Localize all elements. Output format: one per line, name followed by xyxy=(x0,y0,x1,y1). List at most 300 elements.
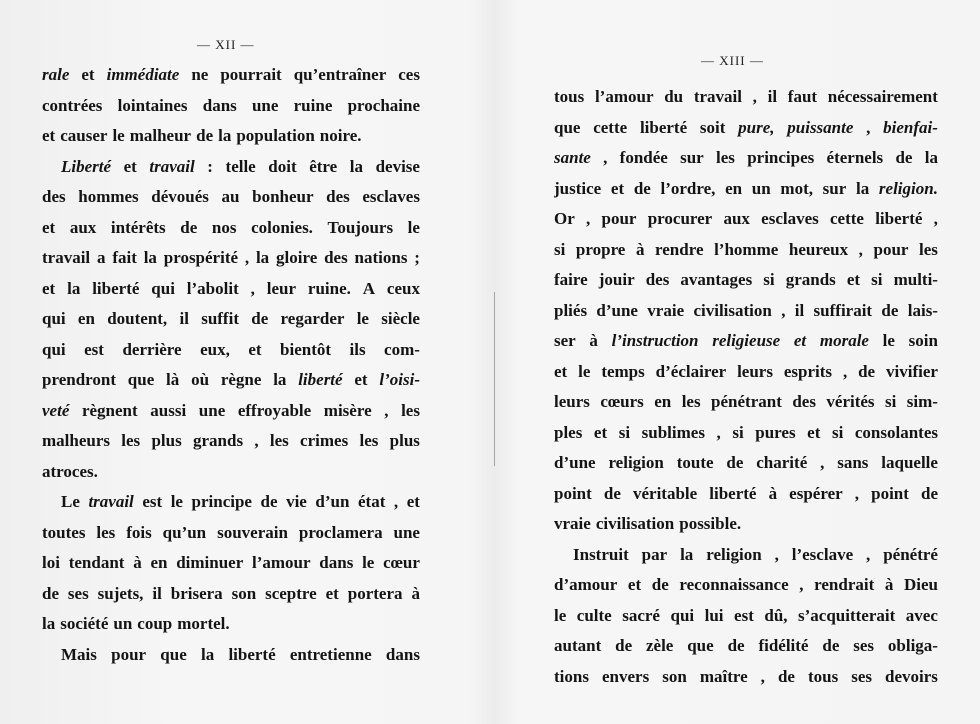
word: vérités xyxy=(826,392,875,411)
word: la xyxy=(680,544,694,564)
word: , xyxy=(933,209,938,228)
word: les xyxy=(121,431,141,450)
word: faut xyxy=(787,87,818,106)
word: prendront xyxy=(42,370,117,389)
word: et xyxy=(793,331,807,350)
word: A xyxy=(362,278,376,298)
word: ne xyxy=(191,65,209,84)
word: si xyxy=(618,422,631,442)
word: à xyxy=(133,553,142,572)
word: lui xyxy=(704,605,724,625)
word: leurs xyxy=(554,392,590,411)
word: sante xyxy=(554,148,591,167)
word: hommes xyxy=(78,187,139,206)
word: autant xyxy=(554,636,602,655)
word: là xyxy=(166,370,180,389)
word: morale xyxy=(819,331,869,350)
word: proclamera xyxy=(298,522,383,542)
word: être xyxy=(309,156,338,176)
word: aux xyxy=(69,217,97,237)
word: est xyxy=(142,492,163,511)
text-line xyxy=(42,91,420,121)
word: un xyxy=(751,178,771,198)
word: qui xyxy=(42,339,66,359)
text-line xyxy=(42,640,420,670)
word: esprits xyxy=(783,361,833,381)
word: , xyxy=(866,117,871,137)
word: Instruit xyxy=(573,544,629,564)
word: , xyxy=(250,278,255,298)
word: que xyxy=(127,370,155,389)
text-line xyxy=(554,174,938,204)
text-line xyxy=(554,662,938,692)
word: derrière xyxy=(122,339,182,359)
word: nécessairement xyxy=(827,87,938,106)
word: crimes xyxy=(300,431,349,450)
word: souverain xyxy=(217,522,288,542)
word: la xyxy=(924,148,938,167)
word: fidélité xyxy=(758,636,809,655)
word: le xyxy=(356,309,369,328)
word: cette xyxy=(593,117,628,137)
text-line xyxy=(554,631,938,661)
word: de xyxy=(726,453,744,472)
word: si xyxy=(763,270,775,289)
text-line xyxy=(554,143,938,173)
word: colonies. xyxy=(251,217,313,237)
word: en xyxy=(77,309,95,328)
word: vraie xyxy=(554,514,591,533)
word: intérêts xyxy=(110,217,166,237)
word: s’acquitterait xyxy=(798,605,896,625)
word: obliga- xyxy=(887,636,938,655)
text-line xyxy=(554,479,938,509)
text-line xyxy=(42,304,420,334)
word: une xyxy=(393,522,420,542)
word: de xyxy=(251,309,269,328)
word: où xyxy=(191,370,210,389)
word: nos xyxy=(211,217,237,237)
word: com- xyxy=(384,339,420,359)
word: des xyxy=(792,392,816,411)
word: l’oisi- xyxy=(379,370,420,389)
word: tendant xyxy=(68,553,125,572)
word: et xyxy=(42,126,56,145)
word: au xyxy=(221,187,240,206)
text-line xyxy=(42,548,420,578)
word: travail xyxy=(693,87,742,106)
word: possible. xyxy=(679,514,742,533)
word: liberté xyxy=(92,278,140,298)
word: , xyxy=(799,575,804,594)
word: les xyxy=(96,522,116,542)
word: contrées xyxy=(42,95,103,115)
word: avec xyxy=(905,605,938,625)
word: dû, xyxy=(764,605,788,625)
word: de xyxy=(921,483,938,503)
word: la xyxy=(200,644,215,664)
word: que xyxy=(160,644,187,664)
word: et xyxy=(406,492,420,511)
word: loi xyxy=(42,553,60,572)
word: cette xyxy=(830,209,864,228)
text-line xyxy=(42,243,420,273)
word: laquelle xyxy=(881,453,938,472)
word: bonheur xyxy=(252,187,314,206)
word: principes xyxy=(747,148,815,167)
word: une xyxy=(251,95,279,115)
text-line xyxy=(554,82,938,112)
word: d’amour xyxy=(554,575,618,594)
text-line xyxy=(42,579,420,609)
word: point xyxy=(554,483,592,503)
word: religion. xyxy=(878,178,938,198)
word: la xyxy=(255,248,270,267)
word: et xyxy=(610,178,625,198)
word: sim- xyxy=(906,392,938,411)
word: à xyxy=(884,575,894,594)
word: liberté xyxy=(875,209,923,228)
text-line xyxy=(554,387,938,417)
word: il xyxy=(767,87,778,106)
word: zèle xyxy=(645,636,674,655)
word: de xyxy=(180,217,198,237)
word: doutent, xyxy=(107,309,168,328)
text-line xyxy=(554,509,938,539)
word: cœur xyxy=(383,553,420,572)
word: règnent xyxy=(81,400,138,420)
word: Or xyxy=(554,209,575,228)
word: principe xyxy=(191,492,252,511)
word: la xyxy=(855,178,870,198)
word: , xyxy=(603,148,608,167)
word: l’instruction xyxy=(611,331,699,350)
word: pliés xyxy=(554,300,588,320)
word: , xyxy=(752,87,757,106)
right-page xyxy=(554,0,938,724)
word: eux, xyxy=(200,339,230,359)
word: sujets, xyxy=(97,583,144,603)
word: pénétré xyxy=(883,544,938,564)
word: brisera xyxy=(170,583,223,603)
word: ceux xyxy=(386,278,420,298)
word: ses xyxy=(853,636,875,655)
word: de xyxy=(196,126,214,145)
word: sacré xyxy=(622,605,660,625)
word: fois xyxy=(126,522,152,542)
text-line xyxy=(42,426,420,456)
word: leurs xyxy=(737,361,773,381)
text-line xyxy=(42,609,420,639)
word: bientôt xyxy=(280,339,332,359)
word: par xyxy=(641,544,668,564)
word: en xyxy=(150,553,168,572)
text-line xyxy=(554,570,938,600)
word: des xyxy=(42,187,66,206)
word: dans xyxy=(202,95,237,115)
word: , xyxy=(854,483,860,503)
word: pure, xyxy=(738,117,775,137)
word: règne xyxy=(220,370,262,389)
word: mortel. xyxy=(177,614,230,633)
word: travail xyxy=(149,156,195,176)
word: de xyxy=(633,178,651,198)
word: d’une xyxy=(554,453,596,472)
word: et xyxy=(627,575,642,594)
word: ces xyxy=(398,65,420,84)
word: faire xyxy=(554,270,588,289)
word: la xyxy=(143,248,157,267)
word: Mais xyxy=(61,644,97,664)
word: puissante xyxy=(787,117,854,137)
word: éternels xyxy=(826,148,884,167)
word: prochaine xyxy=(347,95,420,115)
word: de xyxy=(42,583,59,603)
word: pénétrant xyxy=(711,392,782,411)
word: les xyxy=(401,400,420,420)
word: pour xyxy=(873,239,909,259)
word: de xyxy=(260,492,278,511)
word: et xyxy=(123,156,137,176)
word: a xyxy=(96,248,106,267)
word: et xyxy=(42,217,56,237)
word: des xyxy=(326,187,350,206)
word: justice xyxy=(554,178,602,198)
word: malheurs xyxy=(42,431,110,450)
left-page xyxy=(42,0,420,724)
word: à xyxy=(768,483,778,503)
word: dans xyxy=(385,644,420,664)
word: sur xyxy=(822,178,847,198)
word: , xyxy=(866,544,871,564)
word: plus xyxy=(389,431,420,450)
word: le xyxy=(407,217,420,237)
word: tous xyxy=(807,666,839,686)
word: pour xyxy=(111,644,147,664)
word: le xyxy=(578,361,591,381)
word: dans xyxy=(319,553,354,572)
word: religion xyxy=(608,453,664,472)
word: , xyxy=(586,209,591,228)
word: entretienne xyxy=(289,644,372,664)
word: rendrait xyxy=(814,575,875,594)
text-line xyxy=(554,265,938,295)
word: civilisation xyxy=(595,514,675,533)
word: d’éclairer xyxy=(655,361,727,381)
word: plus xyxy=(151,431,182,450)
word: aussi xyxy=(150,400,187,420)
word: toute xyxy=(676,453,714,472)
word: population xyxy=(236,126,315,145)
word: à xyxy=(411,583,420,603)
word: temps xyxy=(601,361,645,381)
word: sublimes xyxy=(641,422,705,442)
word: du xyxy=(664,87,684,106)
word: avantages xyxy=(680,270,753,289)
word: est xyxy=(734,605,754,625)
word: lais- xyxy=(907,300,938,320)
word: pourrait xyxy=(220,65,282,84)
word: ils xyxy=(349,339,366,359)
word: sur xyxy=(680,148,704,167)
word: fait xyxy=(112,248,137,267)
word: religieuse xyxy=(712,331,781,350)
word: , xyxy=(820,453,825,472)
word: point xyxy=(871,483,909,503)
word: ses xyxy=(851,666,872,686)
word: causer xyxy=(60,126,108,145)
word: travail xyxy=(88,492,134,511)
word: des xyxy=(324,248,348,267)
word: de xyxy=(895,148,913,167)
text-line xyxy=(554,357,938,387)
word: esclaves xyxy=(761,209,819,228)
word: fondée xyxy=(619,148,668,167)
word: que xyxy=(687,636,714,655)
word: et xyxy=(42,278,56,298)
word: une xyxy=(198,400,226,420)
word: soin xyxy=(908,331,938,350)
word: doit xyxy=(268,156,297,176)
word: regarder xyxy=(280,309,345,328)
text-line xyxy=(42,365,420,395)
word: consolantes xyxy=(854,422,938,442)
word: noire. xyxy=(319,126,362,145)
text-line xyxy=(42,121,420,151)
word: sceptre xyxy=(265,583,317,603)
word: si xyxy=(831,422,844,442)
word: les xyxy=(269,431,289,450)
word: société xyxy=(60,614,109,633)
word: il xyxy=(179,309,189,328)
word: qui xyxy=(42,309,66,328)
word: bienfai- xyxy=(883,117,938,137)
word: un xyxy=(113,614,133,633)
word: vie xyxy=(286,492,307,511)
word: véritable xyxy=(632,483,698,503)
word: des xyxy=(645,270,670,289)
word: aux xyxy=(723,209,750,228)
word: état xyxy=(357,492,386,511)
word: qu’entraîner xyxy=(293,65,387,84)
word: malheur xyxy=(129,126,192,145)
text-line xyxy=(42,182,420,212)
word: gloire xyxy=(276,248,318,267)
word: son xyxy=(231,583,257,603)
word: de xyxy=(603,483,621,503)
word: tous xyxy=(554,87,585,106)
word: ; xyxy=(414,248,420,267)
word: toutes xyxy=(42,522,86,542)
text-line xyxy=(42,60,420,90)
word: les xyxy=(919,239,938,259)
word: de xyxy=(881,300,899,320)
word: et xyxy=(248,339,262,359)
word: civilisation xyxy=(693,300,772,320)
word: et xyxy=(593,422,608,442)
word: esclaves xyxy=(362,187,420,206)
text-line xyxy=(554,235,938,265)
word: est xyxy=(84,339,104,359)
word: lointaines xyxy=(117,95,188,115)
word: jouir xyxy=(598,270,635,289)
word: ruine. xyxy=(307,278,351,298)
word: la xyxy=(349,156,363,176)
word: l’abolit xyxy=(186,278,239,298)
word: qu’un xyxy=(162,522,207,542)
word: multi- xyxy=(893,270,938,289)
text-line xyxy=(42,396,420,426)
word: il xyxy=(794,300,805,320)
text-line xyxy=(554,113,938,143)
word: nations xyxy=(354,248,408,267)
word: maître xyxy=(699,666,748,686)
word: tions xyxy=(554,666,589,686)
word: ruine xyxy=(293,95,333,115)
word: et xyxy=(807,422,821,442)
word: liberté xyxy=(298,370,343,389)
word: si xyxy=(885,392,897,411)
word: le xyxy=(882,331,895,350)
page-header: — XII — xyxy=(197,37,255,52)
word: rendre xyxy=(655,239,704,259)
word: charité xyxy=(756,453,808,472)
word: le xyxy=(554,605,567,625)
text-line xyxy=(554,326,938,356)
word: de xyxy=(777,666,795,686)
word: et xyxy=(846,270,861,289)
word: soit xyxy=(699,117,726,137)
word: qui xyxy=(670,605,695,625)
word: : xyxy=(207,156,213,176)
word: veté xyxy=(42,400,70,420)
word: envers xyxy=(601,666,650,686)
word: culte xyxy=(576,605,612,625)
word: les xyxy=(716,148,735,167)
word: , xyxy=(760,666,765,686)
word: rale xyxy=(42,65,70,84)
word: Dieu xyxy=(904,575,938,594)
word: travail xyxy=(42,248,91,267)
page-header: — XIII — xyxy=(701,53,764,68)
text-line xyxy=(42,518,420,548)
word: pures xyxy=(755,422,796,442)
word: ses xyxy=(67,583,89,603)
word: effroyable xyxy=(237,400,312,420)
word: , xyxy=(842,361,848,381)
word: religion xyxy=(706,544,762,564)
word: devoirs xyxy=(885,666,938,686)
text-line xyxy=(554,540,938,570)
word: et xyxy=(554,361,568,381)
word: grands xyxy=(785,270,836,289)
word: la xyxy=(273,370,287,389)
word: diminuer xyxy=(176,553,244,572)
word: coup xyxy=(137,614,173,633)
text-line xyxy=(42,335,420,365)
word: devise xyxy=(375,156,420,176)
word: d’une xyxy=(596,300,638,320)
word: à xyxy=(635,239,645,259)
word: Toujours xyxy=(327,217,394,237)
word: l’amour xyxy=(252,553,311,572)
word: Liberté xyxy=(61,156,112,176)
word: de xyxy=(822,636,840,655)
word: ser xyxy=(554,331,576,350)
word: en xyxy=(654,392,672,411)
text-line xyxy=(554,418,938,448)
word: telle xyxy=(225,156,256,176)
